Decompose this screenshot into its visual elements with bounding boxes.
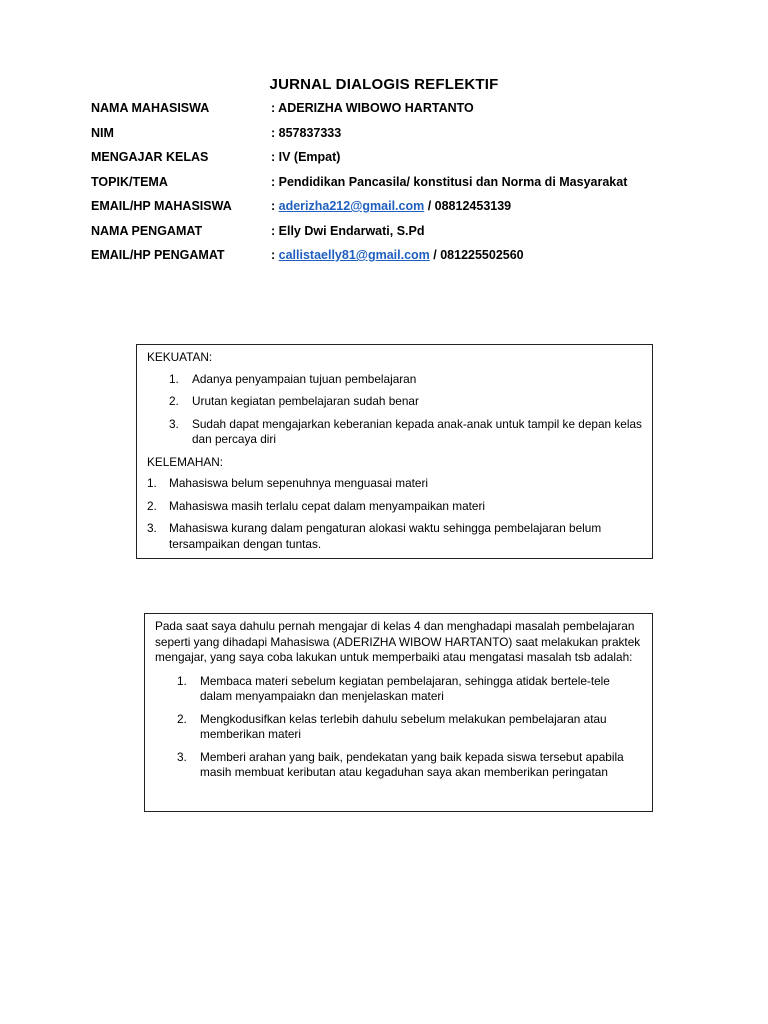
value-prefix: :	[271, 248, 279, 262]
info-label: TOPIK/TEMA	[91, 174, 168, 189]
list-text: Adanya penyampaian tujuan pembelajaran	[192, 371, 417, 386]
list-item	[147, 394, 642, 410]
list-item	[147, 417, 642, 448]
info-label: MENGAJAR KELAS	[91, 150, 209, 164]
solution-list	[155, 674, 642, 781]
list-text: Memberi arahan yang baik, pendekatan yang baik kepada siswa tersebut apabila masih membuat keributan atau kegaduhan saya akan memberikan peringatan	[200, 749, 624, 779]
list-number: 1.	[177, 673, 187, 688]
list-item	[147, 372, 642, 388]
info-label: NAMA MAHASISWA	[91, 101, 210, 115]
list-text: Mengkodusifkan kelas terlebih dahulu sebelum melakukan pembelajaran atau memberikan materi	[200, 711, 607, 741]
list-text: Mahasiswa masih terlalu cepat dalam menyampaikan materi	[169, 498, 486, 513]
list-item	[147, 499, 642, 515]
phone-number: / 081225502560	[429, 248, 524, 262]
info-value	[271, 199, 511, 213]
list-number: 2.	[147, 498, 157, 513]
list-number: 3.	[147, 521, 157, 535]
list-item	[147, 521, 642, 552]
info-label: NIM	[91, 125, 114, 140]
list-number: 1.	[147, 476, 157, 490]
kekuatan-heading: KEKUATAN:	[147, 350, 213, 364]
list-number: 1.	[169, 371, 179, 386]
list-number: 2.	[169, 394, 179, 408]
info-value: : IV (Empat)	[271, 150, 341, 164]
list-text: Membaca materi sebelum kegiatan pembelajaran, sehingga atidak bertele-tele dalam menyampaiakn dan menjelaskan materi	[200, 673, 610, 703]
info-value: : Elly Dwi Endarwati, S.Pd	[271, 223, 425, 238]
value-prefix: :	[271, 199, 279, 213]
info-label: EMAIL/HP MAHASISWA	[91, 199, 232, 213]
list-number: 3.	[177, 749, 187, 764]
list-item	[155, 712, 642, 743]
kelemahan-list	[147, 476, 642, 552]
list-number: 2.	[177, 711, 187, 726]
phone-number: / 08812453139	[424, 199, 512, 213]
document-title: JURNAL DIALOGIS REFLEKTIF	[269, 76, 499, 93]
info-label: EMAIL/HP PENGAMAT	[91, 248, 225, 262]
list-text: Mahasiswa belum sepenuhnya menguasai materi	[169, 476, 429, 490]
list-item	[147, 476, 642, 492]
list-text: Mahasiswa kurang dalam pengaturan alokasi waktu sehingga pembelajaran belum tersampaikan dengan tuntas.	[169, 521, 602, 551]
strengths-weaknesses-box	[136, 344, 653, 559]
list-text: Urutan kegiatan pembelajaran sudah benar	[192, 394, 419, 408]
kekuatan-list	[147, 372, 642, 448]
kelemahan-heading: KELEMAHAN:	[147, 454, 224, 469]
reflection-box	[144, 613, 653, 812]
list-item	[155, 674, 642, 705]
info-value	[271, 248, 524, 262]
email-link-mahasiswa[interactable]: aderizha212@gmail.com	[278, 199, 425, 213]
list-number: 3.	[169, 416, 179, 431]
info-value: : ADERIZHA WIBOWO HARTANTO	[271, 101, 474, 115]
info-value: : 857837333	[271, 125, 342, 140]
info-value: : Pendidikan Pancasila/ konstitusi dan Norma di Masyarakat	[271, 174, 628, 189]
list-item	[155, 750, 642, 781]
email-link-pengamat[interactable]: callistaelly81@gmail.com	[278, 248, 430, 262]
reflection-paragraph: Pada saat saya dahulu pernah mengajar di kelas 4 dan menghadapi masalah pembelajaran seperti yang dihadapi Mahasiswa (ADERIZHA WIBOW HARTANTO) saat melakukan praktek mengajar, yang saya coba lakukan untuk memperbaiki atau mengatasi masalah tsb adalah:	[155, 619, 641, 664]
list-text: Sudah dapat mengajarkan keberanian kepada anak-anak untuk tampil ke depan kelas dan percaya diri	[192, 416, 642, 446]
info-label: NAMA PENGAMAT	[91, 223, 203, 238]
